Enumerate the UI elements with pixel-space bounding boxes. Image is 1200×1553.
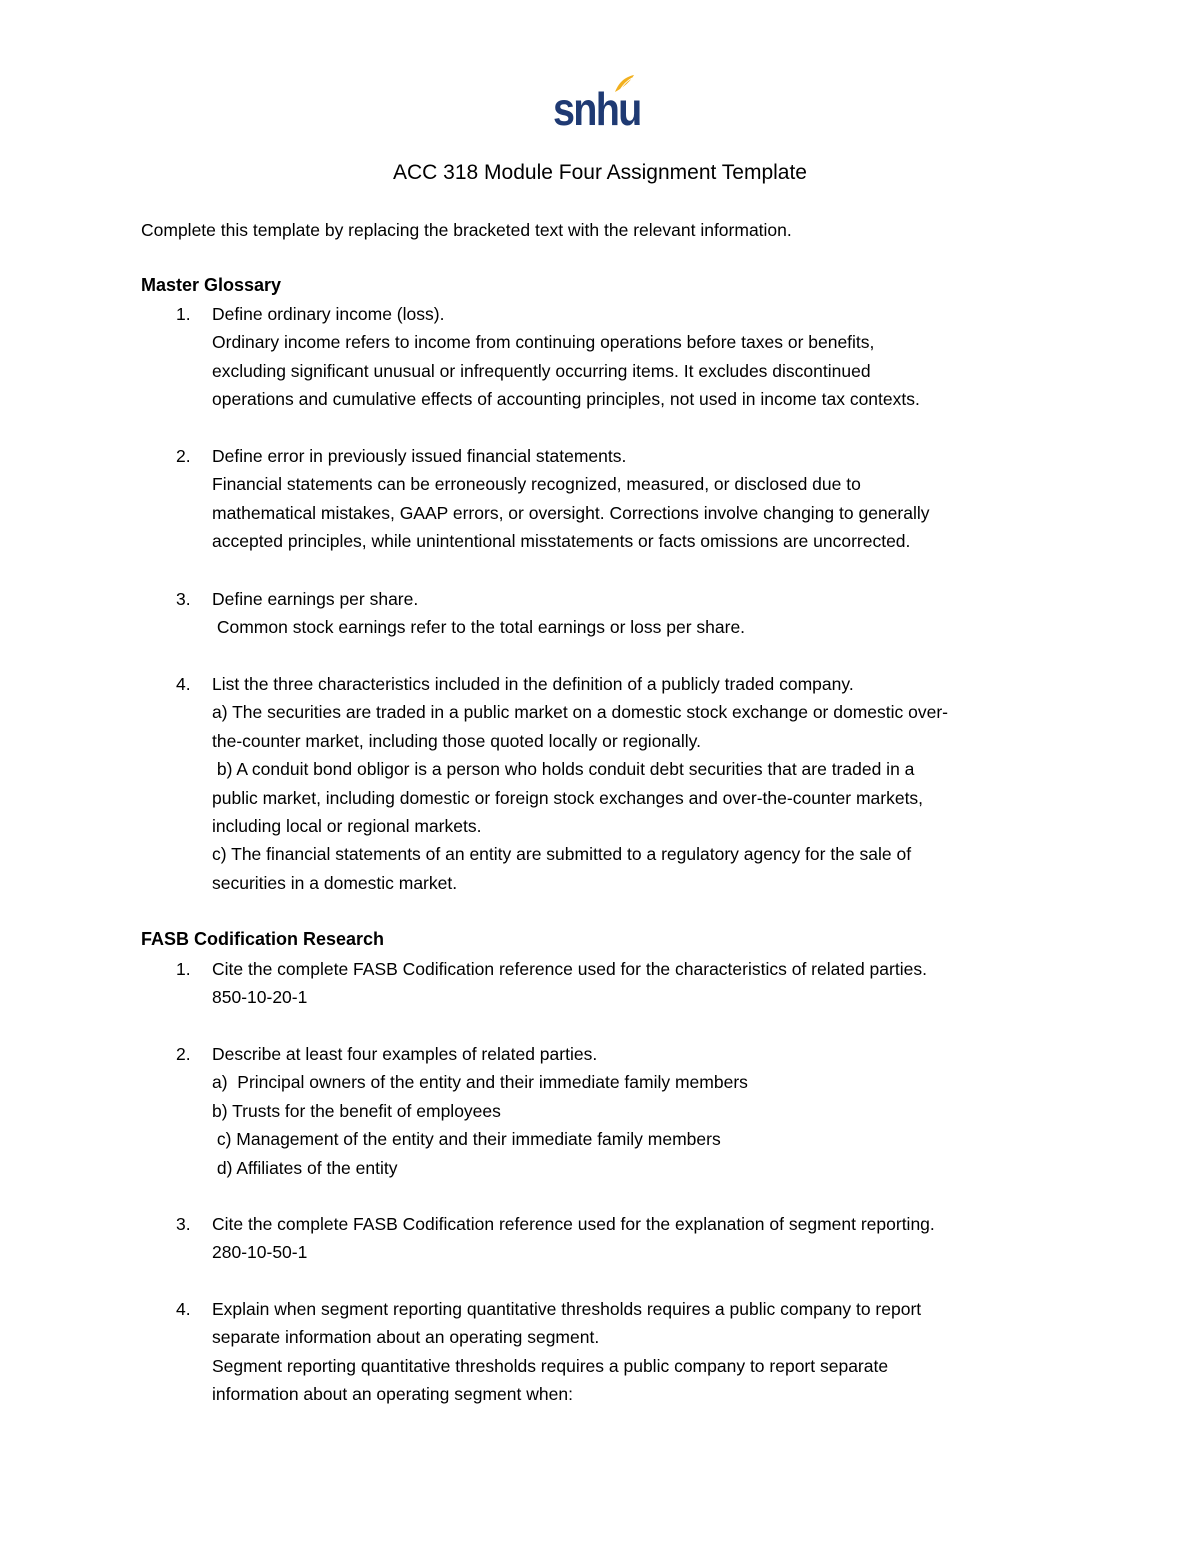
list-item	[141, 670, 1061, 897]
list-item	[141, 300, 1061, 414]
list-item	[141, 1210, 1061, 1267]
answer-line: b) A conduit bond obligor is a person who holds conduit debt securities that are traded in a	[212, 759, 915, 780]
answer-line: c) The financial statements of an entity are submitted to a regulatory agency for the sale of	[212, 844, 912, 865]
answer-line: information about an operating segment when:	[212, 1384, 573, 1405]
answer-line: 850-10-20-1	[212, 987, 308, 1008]
answer-line: accepted principles, while unintentional misstatements or facts omissions are uncorrected.	[212, 531, 911, 552]
answer-line: operations and cumulative effects of accounting principles, not used in income tax contexts.	[212, 389, 920, 410]
question-text: Explain when segment reporting quantitative thresholds requires a public company to report	[212, 1299, 922, 1319]
question-text: separate information about an operating segment.	[212, 1327, 600, 1348]
list-item	[141, 955, 1061, 1012]
answer-line: d) Affiliates of the entity	[212, 1157, 398, 1178]
list-item	[141, 1295, 1061, 1409]
answer-line: b) Trusts for the benefit of employees	[212, 1100, 501, 1121]
list-item	[141, 1040, 1061, 1182]
answer-line: including local or regional markets.	[212, 816, 482, 837]
answer-line: Ordinary income refers to income from continuing operations before taxes or benefits,	[212, 332, 875, 353]
item-number: 1.	[176, 304, 191, 324]
item-number: 1.	[176, 959, 191, 979]
question-text: Cite the complete FASB Codification reference used for the characteristics of related parties.	[212, 959, 927, 979]
list-item	[141, 442, 1061, 556]
answer-line: Common stock earnings refer to the total earnings or loss per share.	[212, 617, 746, 638]
snhu-logo	[553, 70, 643, 136]
item-number: 2.	[176, 446, 191, 466]
question-text: Define ordinary income (loss).	[212, 304, 445, 324]
list-item	[141, 585, 1061, 642]
answer-line: mathematical mistakes, GAAP errors, or oversight. Corrections involve changing to generally	[212, 502, 930, 523]
question-text: Cite the complete FASB Codification reference used for the explanation of segment reporting.	[212, 1214, 935, 1234]
question-text: Define earnings per share.	[212, 589, 419, 609]
answer-line: Financial statements can be erroneously recognized, measured, or disclosed due to	[212, 474, 861, 495]
answer-line: a) Principal owners of the entity and their immediate family members	[212, 1072, 748, 1093]
answer-line: a) The securities are traded in a public market on a domestic stock exchange or domestic over-	[212, 702, 948, 723]
document-title: ACC 318 Module Four Assignment Template	[393, 161, 807, 184]
logo-wordmark: snhu	[553, 83, 641, 135]
item-number: 4.	[176, 674, 191, 694]
question-text: List the three characteristics included in the definition of a publicly traded company.	[212, 674, 854, 694]
question-text: Describe at least four examples of related parties.	[212, 1044, 598, 1064]
answer-line: public market, including domestic or foreign stock exchanges and over-the-counter markets,	[212, 787, 924, 808]
master-glossary-heading: Master Glossary	[141, 275, 282, 295]
item-number: 2.	[176, 1044, 191, 1064]
item-number: 4.	[176, 1299, 191, 1319]
fasb-research-heading: FASB Codification Research	[141, 929, 385, 949]
item-number: 3.	[176, 1214, 191, 1234]
answer-line: the-counter market, including those quoted locally or regionally.	[212, 730, 701, 751]
answer-line: securities in a domestic market.	[212, 872, 458, 893]
answer-line: 280-10-50-1	[212, 1242, 308, 1263]
item-number: 3.	[176, 589, 191, 609]
answer-line: c) Management of the entity and their immediate family members	[212, 1129, 721, 1150]
answer-line: excluding significant unusual or infrequently occurring items. It excludes discontinued	[212, 360, 871, 381]
answer-line: Segment reporting quantitative thresholds requires a public company to report separate	[212, 1355, 889, 1376]
instructions-text: Complete this template by replacing the bracketed text with the relevant information.	[141, 220, 792, 240]
question-text: Define error in previously issued financial statements.	[212, 446, 627, 466]
